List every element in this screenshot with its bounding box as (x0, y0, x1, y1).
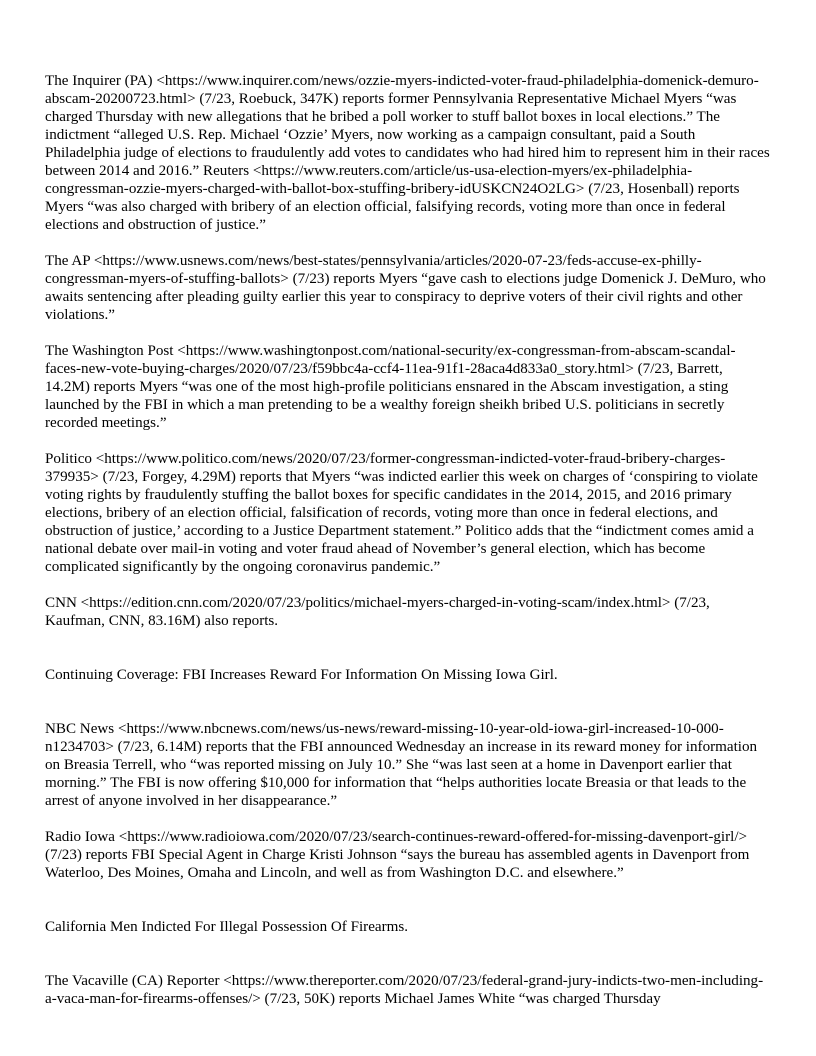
paragraph-vacaville-reporter: The Vacaville (CA) Reporter <https://www.thereporter.com/2020/07/23/federal-grand-jury-indicts-two-men-including-a-vaca-man-for-firearms-offenses/> (7/23, 50K) reports Michael James White “was charged Thursday (45, 973, 764, 1007)
paragraph-politico: Politico <https://www.politico.com/news/2020/07/23/former-congressman-indicted-voter-fraud-bribery-charges-379935> (7/23, Forgey, 4.29M) reports that Myers “was indicted earlier this week on charges of ‘conspiring to violate voting rights by fraudulently stuffing the ballot boxes for specific candidates in the 2014, 2015, and 2016 primary elections, bribery of an election official, falsification of records, voting more than once in federal elections, and obstruction of justice,’ according to a Justice Department statement.” Politico adds that the “indictment comes amid a national debate over mail-in voting and voter fraud ahead of November’s general election, which has become complicated significantly by the ongoing coronavirus pandemic.” (45, 451, 758, 575)
paragraph-radio-iowa: Radio Iowa <https://www.radioiowa.com/2020/07/23/search-continues-reward-offered-for-missing-davenport-girl/> (7/23) reports FBI Special Agent in Charge Kristi Johnson “says the bureau has assembled agents in Davenport from Waterloo, Des Moines, Omaha and Lincoln, and well as from Washington D.C. and elsewhere.” (45, 829, 750, 881)
section-heading-block-iowa (45, 648, 770, 720)
section-heading-iowa-girl: Continuing Coverage: FBI Increases Reward For Information On Missing Iowa Girl. (45, 667, 558, 683)
paragraph-cnn: CNN <https://edition.cnn.com/2020/07/23/politics/michael-myers-charged-in-voting-scam/index.html> (7/23, Kaufman, CNN, 83.16M) also reports. (45, 595, 710, 629)
paragraph-washington-post: The Washington Post <https://www.washingtonpost.com/national-security/ex-congressman-from-abscam-scandal-faces-new-vote-buying-charges/2020/07/23/f59bbc4a-ccf4-11ea-91f1-28aca4d833a0_story.html> (7/23, Barrett, 14.2M) reports Myers “was one of the most high-profile politicians ensnared in the Abscam investigation, a sting launched by the FBI in which a man pretending to be a wealthy foreign sheikh bribed U.S. politicians in secretly recorded meetings.” (45, 343, 736, 431)
paragraph-nbc-news: NBC News <https://www.nbcnews.com/news/us-news/reward-missing-10-year-old-iowa-girl-increased-10-000-n1234703> (7/23, 6.14M) reports that the FBI announced Wednesday an increase in its reward money for information on Breasia Terrell, who “was reported missing on July 10.” She “was last seen at a home in Davenport earlier that morning.” The FBI is now offering $10,000 for information that “helps authorities locate Breasia or that leads to the arrest of anyone involved in her disappearance.” (45, 721, 758, 809)
section-heading-block-california (45, 900, 770, 972)
section-heading-california-firearms: California Men Indicted For Illegal Possession Of Firearms. (45, 919, 409, 935)
paragraph-inquirer: The Inquirer (PA) <https://www.inquirer.com/news/ozzie-myers-indicted-voter-fraud-philadelphia-domenick-demuro-abscam-20200723.html> (7/23, Roebuck, 347K) reports former Pennsylvania Representative Michael Myers “was charged Thursday with new allegations that he bribed a poll worker to stuff ballot boxes in local elections.” The indictment “alleged U.S. Rep. Michael ‘Ozzie’ Myers, now working as a campaign consultant, paid a South Philadelphia judge of elections to fraudulently add votes to candidates who had hired him to represent him in their races between 2014 and 2016.” Reuters <https://www.reuters.com/article/us-usa-election-myers/ex-philadelphia-congressman-ozzie-myers-charged-with-ballot-box-stuffing-bribery-idUSKCN24O2LG> (7/23, Hosenball) reports Myers “was also charged with bribery of an election official, falsifying records, voting more than once in federal elections and obstruction of justice.” (45, 73, 770, 233)
document-page (45, 72, 770, 1026)
paragraph-ap: The AP <https://www.usnews.com/news/best-states/pennsylvania/articles/2020-07-23/feds-accuse-ex-philly-congressman-myers-of-stuffing-ballots> (7/23) reports Myers “gave cash to elections judge Domenick J. DeMuro, who awaits sentencing after pleading guilty earlier this year to conspiracy to deprive voters of their civil rights and other violations.” (45, 253, 766, 323)
